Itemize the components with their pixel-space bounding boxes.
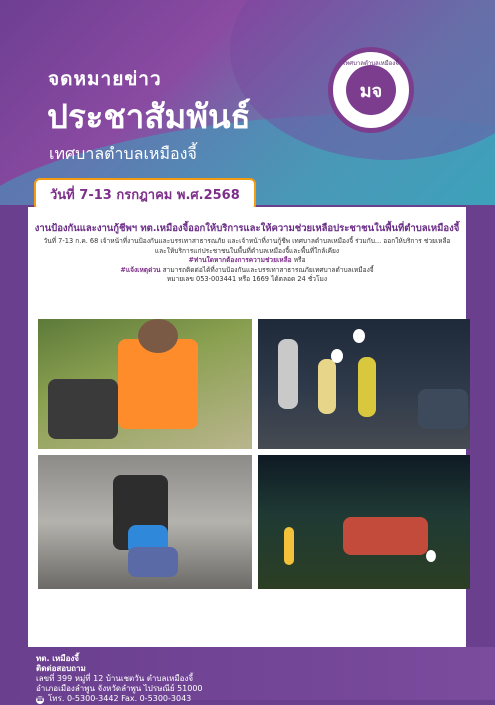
footer-phone: โทร. 0-5300-3442 Fax. 0-5300-3043: [48, 694, 192, 703]
highlight-help: #ท่านใดหากต้องการความช่วยเหลือ: [188, 256, 292, 265]
header-banner: [0, 0, 495, 205]
rescuer-figure: [318, 359, 336, 414]
rescuer-figure: [358, 357, 376, 417]
article-paragraph: วันที่ 7-13 ก.ค. 68 เจ้าหน้าที่งานป้องกันและบรรเทาสาธารณภัย และเจ้าหน้าที่งานกู้ชีพ เทศบาลตำบลเหมืองจี้ ร่วมกับ... ออกให้บริการ ช่วยเหลือ และให้บริการแก่ประชาชนในพื้นที่ตำบลเหมืองจี้และพื้นที่ใกล้เคียง: [43, 237, 451, 255]
photo-vehicle-accident: [258, 455, 470, 589]
footer-contact-label: ติดต่อสอบถาม: [36, 664, 86, 673]
date-badge: วันที่ 7-13 กรกฎาคม พ.ศ.2568: [36, 180, 254, 209]
article-panel: [28, 207, 466, 647]
footer-org: ทต. เหมืองจี้: [36, 654, 79, 663]
crashed-pickup: [343, 517, 428, 555]
phone-icon: ☎: [36, 696, 44, 703]
blurred-face: [426, 550, 436, 562]
patient-figure: [48, 379, 118, 439]
footer: [0, 647, 495, 703]
photo-patient-transfer: [38, 455, 252, 589]
highlight-emergency-suffix: สามารถติดต่อได้ที่งานป้องกันและบรรเทาสาธารณภัยเทศบาลตำบลเหมืองจี้: [160, 265, 374, 274]
article-body: [40, 237, 454, 285]
photo-first-aid: [38, 319, 252, 449]
highlight-help-suffix: หรือ: [291, 256, 306, 265]
logo-mark: มจ: [346, 65, 396, 115]
blanket: [128, 547, 178, 577]
organization-name: เทศบาลตำบลเหมืองจี้: [49, 144, 197, 163]
motorcycle: [418, 389, 468, 429]
logo-text: เทศบาลตำบลเหมืองจี้: [343, 60, 399, 67]
rescuer-head: [138, 319, 178, 353]
page-title: ประชาสัมพันธ์: [47, 97, 251, 136]
newsletter-label: จดหมายข่าว: [48, 68, 162, 90]
photo-night-accident: [258, 319, 470, 449]
footer-address-1: เลขที่ 399 หมู่ที่ 12 บ้านเชตวัน ตำบลเหมืองจี้: [36, 674, 194, 683]
rescuer-figure: [284, 527, 294, 565]
contact-numbers: หมายเลข 053-003441 หรือ 1669 ได้ตลอด 24 ชั่วโมง: [166, 275, 328, 284]
footer-phone-line: [36, 692, 191, 705]
municipality-logo: [328, 47, 414, 133]
blurred-face: [331, 349, 343, 363]
bystander-figure: [278, 339, 298, 409]
highlight-emergency: #แจ้งเหตุด่วน: [120, 265, 161, 274]
article-headline: งานป้องกันและงานกู้ชีพฯ ทต.เหมืองจี้ออกให้บริการและให้ความช่วยเหลือประชาชนในพื้นที่ตำบลเหมืองจี้: [34, 223, 460, 234]
footer-address-2: อำเภอเมืองลำพูน จังหวัดลำพูน ไปรษณีย์ 51000: [36, 684, 203, 693]
blurred-face: [353, 329, 365, 343]
